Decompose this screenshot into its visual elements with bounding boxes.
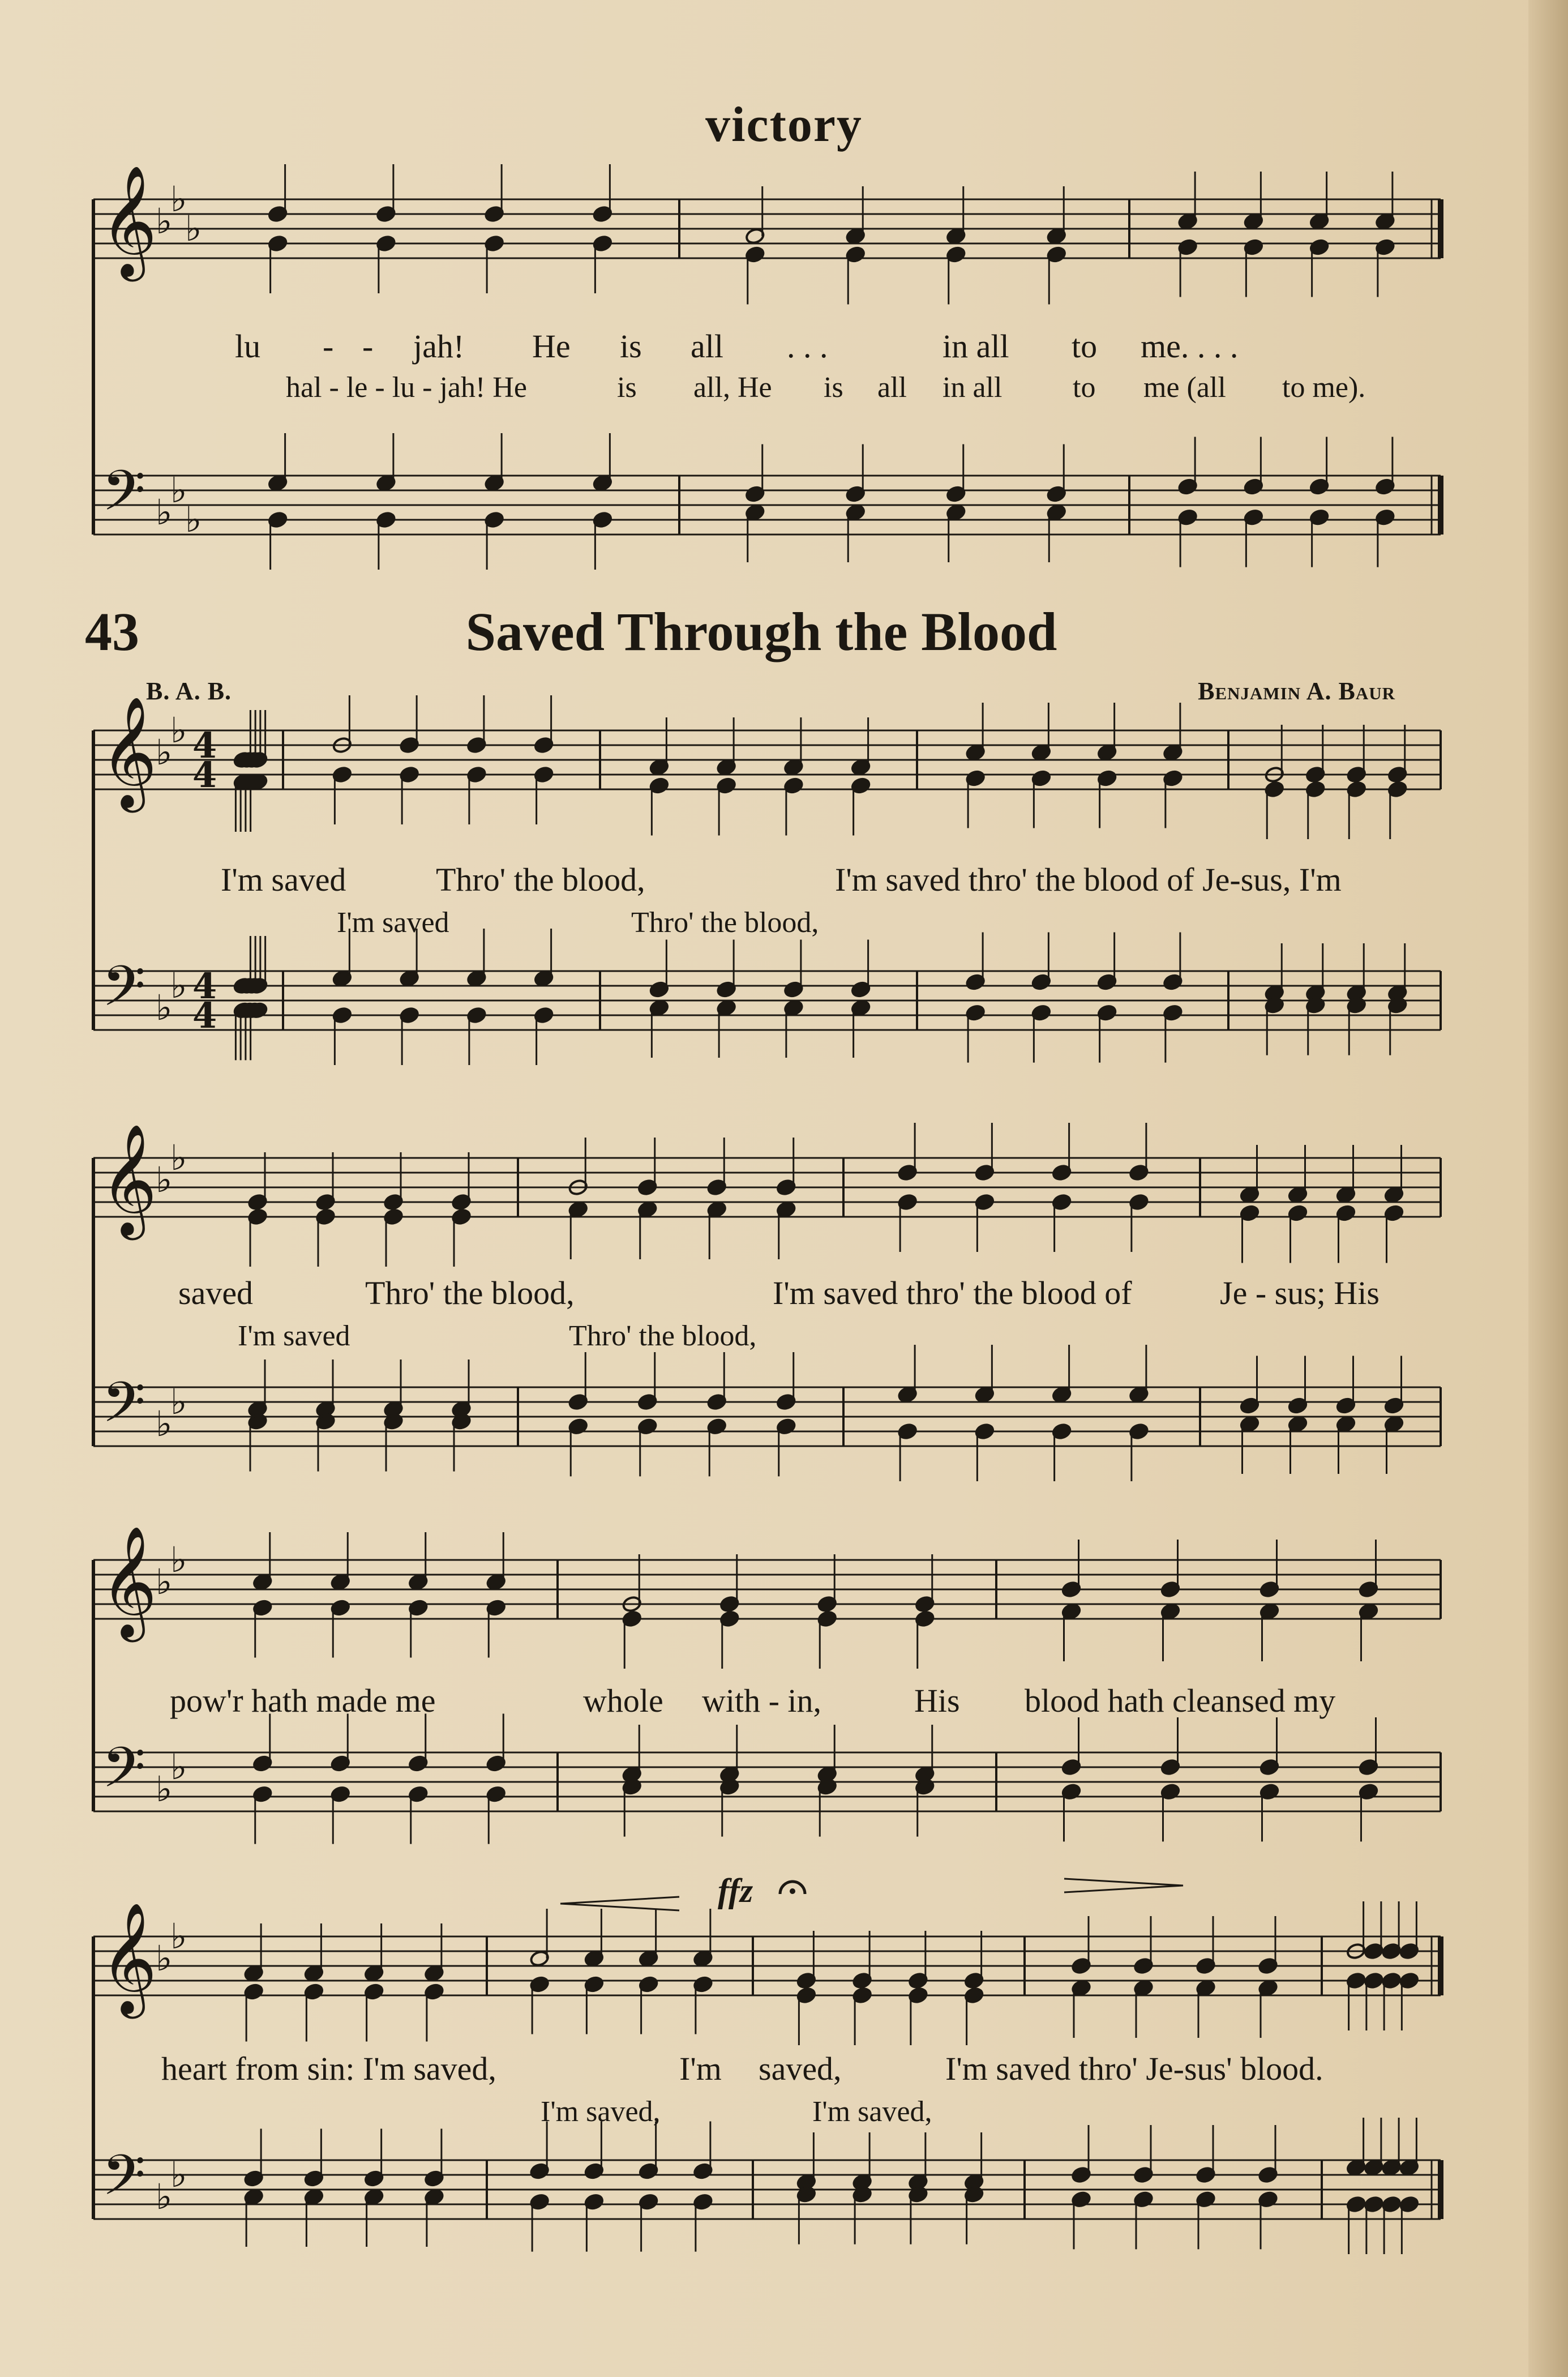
- lyric-top-1: . . .: [787, 328, 828, 365]
- crescendo-hairpin: [560, 1897, 679, 1910]
- lyric-top-1: He: [532, 328, 571, 365]
- lyric-top-2: all: [877, 371, 907, 404]
- lyric-s3-1: blood hath cleansed my: [1025, 1682, 1336, 1719]
- time-signature: 4: [192, 725, 217, 766]
- bass-clef: 𝄢: [102, 2143, 146, 2222]
- lyric-s2-1: Thro' the blood,: [365, 1275, 575, 1311]
- lyric-s2-1: Je - sus; His: [1220, 1275, 1380, 1311]
- lyric-s4-1: I'm: [679, 2050, 722, 2087]
- lyric-s3-1: His: [914, 1682, 960, 1719]
- flat-sign: ♭: [170, 965, 187, 1006]
- flat-sign: ♭: [170, 1539, 187, 1580]
- lyric-s1-1: I'm saved thro' the blood of Je-sus, I'm: [835, 861, 1342, 898]
- lyric-top-1: is: [620, 328, 642, 365]
- lyric-s3-1: pow'r hath made me: [170, 1682, 436, 1719]
- treble-clef: 𝄞: [100, 165, 157, 277]
- lyric-s4-1: saved,: [759, 2050, 842, 2087]
- lyric-s2-1: I'm saved thro' the blood of: [773, 1275, 1132, 1311]
- time-signature: 4: [192, 995, 217, 1036]
- flat-sign: ♭: [156, 200, 173, 242]
- flat-sign: ♭: [156, 1768, 173, 1810]
- bass-clef: 𝄢: [102, 1370, 146, 1449]
- lyric-s1-2: I'm saved: [337, 907, 449, 939]
- flat-sign: ♭: [185, 208, 202, 249]
- flat-sign: ♭: [156, 1159, 173, 1200]
- lyric-top-1: -: [362, 328, 374, 365]
- flat-sign: ♭: [170, 178, 187, 220]
- hymn-title: Saved Through the Blood: [465, 601, 1057, 662]
- time-signature: 4: [192, 754, 217, 796]
- lyric-s2-2: I'm saved: [238, 1320, 350, 1352]
- fermata-dot: [790, 1888, 795, 1894]
- lyric-top-2: me (all: [1143, 371, 1226, 404]
- composer-credit: Benjamin A. Baur: [1198, 677, 1395, 705]
- lyric-top-1: jah!: [413, 328, 465, 365]
- flat-sign: ♭: [170, 2154, 187, 2195]
- decrescendo-hairpin: [1064, 1879, 1183, 1892]
- lyric-top-2: in all: [942, 371, 1003, 404]
- treble-clef: 𝄞: [100, 696, 157, 808]
- treble-clef: 𝄞: [100, 1525, 157, 1638]
- flat-sign: ♭: [156, 491, 173, 533]
- lyric-s4-1: heart from sin: I'm saved,: [161, 2050, 496, 2087]
- lyric-s3-1: whole: [583, 1682, 663, 1719]
- flat-sign: ♭: [156, 1403, 173, 1444]
- lyric-top-2: is: [824, 371, 843, 404]
- hymn-number: 43: [85, 601, 139, 662]
- lyric-top-2: to: [1073, 371, 1096, 404]
- flat-sign: ♭: [185, 499, 202, 540]
- lyric-s4-1: I'm saved thro' Je-sus' blood.: [945, 2050, 1323, 2087]
- treble-clef: 𝄞: [100, 1902, 157, 2014]
- lyric-top-1: -: [323, 328, 334, 365]
- flat-sign: ♭: [170, 1746, 187, 1788]
- lyric-top-1: to: [1072, 328, 1098, 365]
- lyric-top-1: me. . . .: [1141, 328, 1239, 365]
- flat-sign: ♭: [170, 1381, 187, 1422]
- lyric-s2-2: Thro' the blood,: [569, 1320, 757, 1352]
- bass-clef: 𝄢: [102, 954, 146, 1033]
- flat-sign: ♭: [170, 709, 187, 751]
- flat-sign: ♭: [156, 1561, 173, 1602]
- dynamic-marking: ffz: [718, 1872, 753, 1909]
- lyric-top-2: all, He: [693, 371, 772, 404]
- flat-sign: ♭: [156, 2176, 173, 2217]
- lyric-top-2: to me).: [1282, 371, 1366, 404]
- treble-clef: 𝄞: [100, 1123, 157, 1235]
- flat-sign: ♭: [156, 987, 173, 1028]
- lyric-top-2: hal - le - lu - jah! He: [286, 371, 527, 404]
- lyricist-credit: B. A. B.: [146, 677, 232, 705]
- running-title: victory: [705, 97, 863, 152]
- lyric-top-1: lu: [235, 328, 261, 365]
- bass-clef: 𝄢: [102, 459, 146, 537]
- lyric-top-2: is: [617, 371, 637, 404]
- lyric-s4-2: I'm saved,: [541, 2096, 661, 2128]
- flat-sign: ♭: [170, 469, 187, 511]
- lyric-top-1: all: [691, 328, 723, 365]
- flat-sign: ♭: [170, 1137, 187, 1178]
- lyric-top-1: in all: [942, 328, 1009, 365]
- lyric-s1-1: I'm saved: [221, 861, 346, 898]
- time-signature: 4: [192, 965, 217, 1007]
- lyric-s3-1: with - in,: [702, 1682, 822, 1719]
- lyric-s1-2: Thro' the blood,: [631, 907, 819, 939]
- lyric-s1-1: Thro' the blood,: [436, 861, 645, 898]
- bass-clef: 𝄢: [102, 1735, 146, 1814]
- lyric-s2-1: saved: [178, 1275, 254, 1311]
- flat-sign: ♭: [156, 732, 173, 773]
- flat-sign: ♭: [170, 1916, 187, 1957]
- flat-sign: ♭: [156, 1938, 173, 1979]
- lyric-s4-2: I'm saved,: [812, 2096, 932, 2128]
